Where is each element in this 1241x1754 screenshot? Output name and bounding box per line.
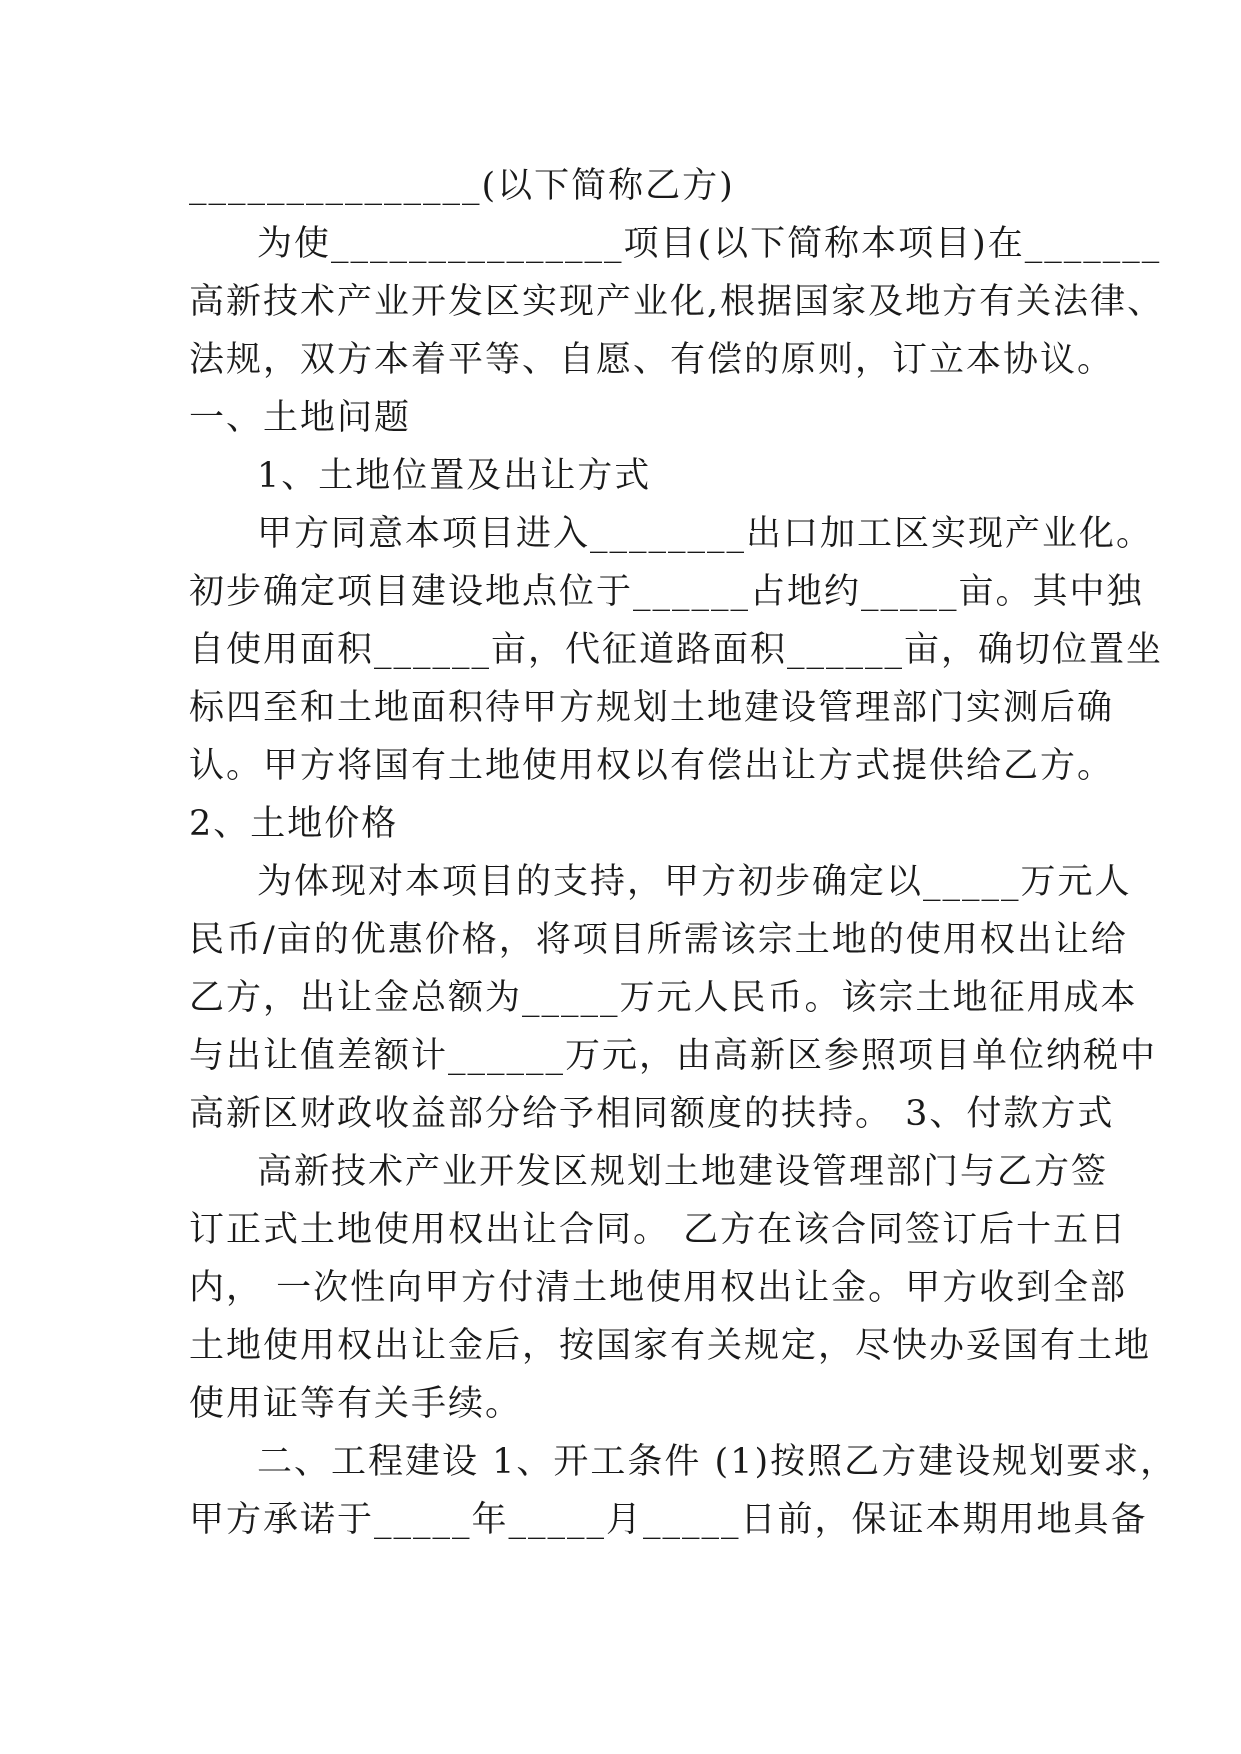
text-line-13: 为体现对本项目的支持，甲方初步确定以_____万元人 (257, 862, 1132, 902)
text-line-24: 甲方承诺于_____年_____月_____日前，保证本期用地具备 (189, 1500, 1148, 1540)
text-line-14: 民币/亩的优惠价格，将项目所需该宗土地的使用权出让给 (189, 920, 1128, 960)
text-line-17: 高新区财政收益部分给予相同额度的扶持。 3、付款方式 (189, 1094, 1115, 1134)
subsection-heading-2: 2、土地价格 (189, 804, 399, 844)
text-line-4: 法规，双方本着平等、自愿、有偿的原则，订立本协议。 (189, 340, 1115, 380)
text-line-3: 高新技术产业开发区实现产业化,根据国家及地方有关法律、 (189, 282, 1165, 322)
text-line-7: 甲方同意本项目进入________出口加工区实现产业化。 (257, 514, 1154, 554)
text-line-15: 乙方，出让金总额为_____万元人民币。该宗土地征用成本 (189, 978, 1138, 1018)
text-line-20: 内， 一次性向甲方付清土地使用权出让金。甲方收到全部 (189, 1268, 1128, 1308)
text-line-1: _______________(以下简称乙方) (189, 166, 735, 206)
text-line-9: 自使用面积______亩，代征道路面积______亩，确切位置坐 (189, 630, 1164, 670)
text-line-18: 高新技术产业开发区规划土地建设管理部门与乙方签 (257, 1152, 1109, 1192)
text-line-8: 初步确定项目建设地点位于______占地约_____亩。其中独 (189, 572, 1144, 612)
text-line-10: 标四至和土地面积待甲方规划土地建设管理部门实测后确 (189, 688, 1115, 728)
text-line-19: 订正式土地使用权出让合同。 乙方在该合同签订后十五日 (189, 1210, 1128, 1250)
section-heading-2: 二、工程建设 1、开工条件 (1)按照乙方建设规划要求， (257, 1442, 1178, 1482)
text-line-21: 土地使用权出让金后，按国家有关规定，尽快办妥国有土地 (189, 1326, 1152, 1366)
subsection-heading-1: 1、土地位置及出让方式 (257, 456, 652, 496)
text-line-16: 与出让值差额计______万元，由高新区参照项目单位纳税中 (189, 1036, 1158, 1076)
text-line-11: 认。甲方将国有土地使用权以有偿出让方式提供给乙方。 (189, 746, 1115, 786)
text-line-22: 使用证等有关手续。 (189, 1384, 523, 1424)
section-heading-1: 一、土地问题 (189, 398, 412, 438)
text-line-2: 为使_______________项目(以下简称本项目)在_______ (257, 224, 1162, 264)
